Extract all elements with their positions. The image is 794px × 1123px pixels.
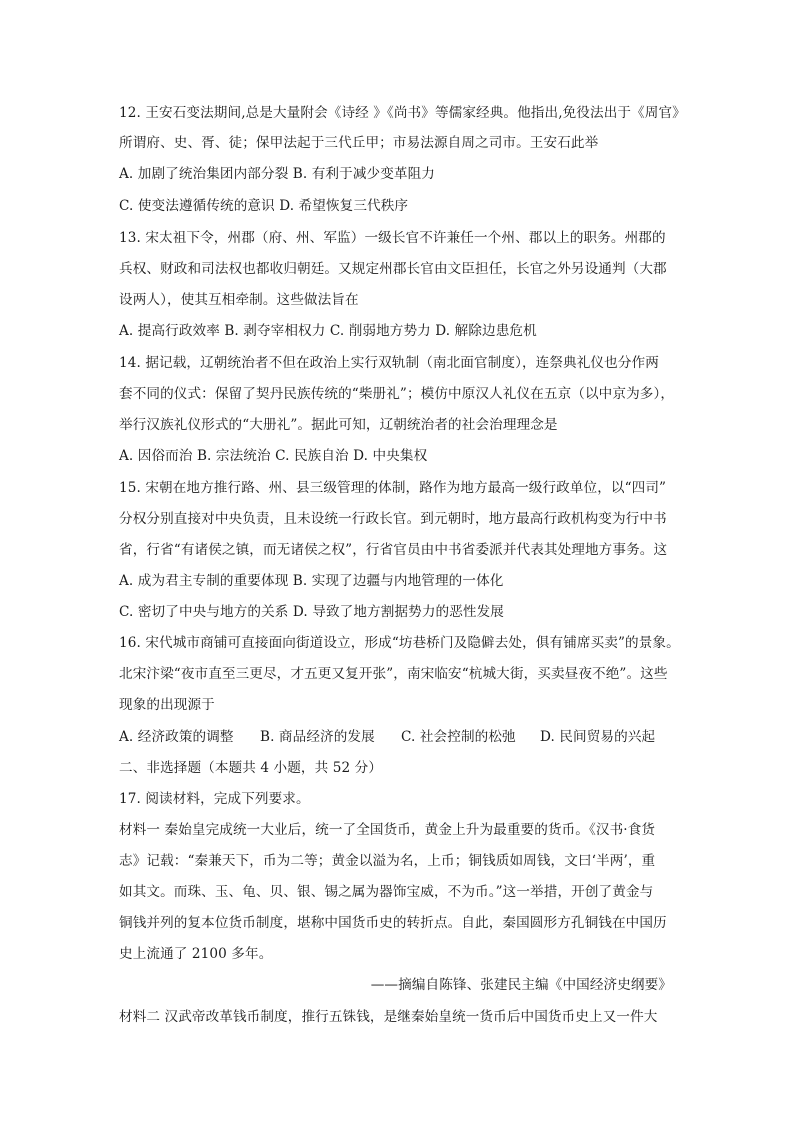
- q15-stem-line-2: 分权分别直接对中央负责，且未设统一行政长官。到元朝时，地方最高行政机构变为行中书: [119, 511, 667, 527]
- q16-option-b: B. 商品经济的发展: [260, 729, 375, 745]
- q17-intro: 17. 阅读材料，完成下列要求。: [119, 791, 310, 807]
- q17-material-1-line-1: 材料一 秦始皇完成统一大业后，统一了全国货币，黄金上升为最重要的货币。《汉书·食货: [119, 822, 656, 838]
- q16-option-a: A. 经济政策的调整: [119, 729, 234, 745]
- q13-stem-line-2: 兵权、财政和司法权也都收归朝廷。又规定州郡长官由文臣担任，长官之外另设通判（大郡: [119, 261, 667, 277]
- q16-option-d: D. 民间贸易的兴起: [540, 729, 656, 745]
- q15-options-row-2: C. 密切了中央与地方的关系 D. 导致了地方割据势力的恶性发展: [119, 604, 504, 620]
- q15-stem-line-1: 15. 宋朝在地方推行路、州、县三级管理的体制，路作为地方最高一级行政单位，以“四司”: [119, 480, 667, 496]
- q17-material-2-line-1: 材料二 汉武帝改革钱币制度，推行五铢钱，是继秦始皇统一货币后中国货币史上又一件大: [119, 1009, 658, 1025]
- q16-option-c: C. 社会控制的松弛: [401, 729, 516, 745]
- q17-material-1-line-3: 如其文。而珠、玉、龟、贝、银、锡之属为器饰宝威，不为币。”这一举措，开创了黄金与: [119, 884, 654, 900]
- q17-material-1-line-4: 铜钱并列的复本位货币制度，堪称中国货币史的转折点。自此，秦国圆形方孔铜钱在中国历: [119, 915, 667, 931]
- q16-stem-line-2: 北宋汴梁“夜市直至三更尽，才五更又复开张”，南宋临安“杭城大街，买卖昼夜不绝”。这些: [119, 666, 668, 682]
- q13-stem-line-1: 13. 宋太祖下令，州郡（府、州、军监）一级长官不许兼任一个州、郡以上的职务。州郡的: [119, 230, 666, 246]
- q17-material-1-line-2: 志》记载：“秦兼天下，币为二等；黄金以溢为名，上币；铜钱质如周钱，文曰‘半两’，重: [119, 853, 656, 869]
- q17-material-1-source: ——摘编自陈锋、张建民主编《中国经济史纲要》: [370, 977, 672, 993]
- q15-options-row-1: A. 成为君主专制的重要体现 B. 实现了边疆与内地管理的一体化: [119, 573, 504, 589]
- q14-stem-line-1: 14. 据记载，辽朝统治者不但在政治上实行双轨制（南北面官制度），连祭典礼仪也分作两: [119, 355, 659, 371]
- q12-stem-line-2: 所谓府、史、胥、徒；保甲法起于三代丘甲；市易法源自周之司市。王安石此举: [119, 135, 599, 151]
- q14-stem-line-3: 举行汉族礼仪形式的“大册礼”。据此可知，辽朝统治者的社会治理理念是: [119, 417, 558, 433]
- q16-stem-line-1: 16. 宋代城市商铺可直接面向街道设立，形成“坊巷桥门及隐僻去处，俱有铺席买卖”的景象。: [119, 635, 680, 651]
- q16-stem-line-3: 现象的出现源于: [119, 697, 215, 713]
- q12-options-row-1: A. 加剧了统治集团内部分裂 B. 有利于减少变革阻力: [119, 166, 435, 182]
- q12-stem-line-1: 12. 王安石变法期间,总是大量附会《诗经 》《尚书》等儒家经典。他指出,免役法出于《周官》: [119, 105, 686, 121]
- q14-stem-line-2: 套不同的仪式：保留了契丹民族传统的“柴册礼”；模仿中原汉人礼仪在五京（以中京为多），: [119, 386, 675, 402]
- q13-options: A. 提高行政效率 B. 剥夺宰相权力 C. 削弱地方势力 D. 解除边患危机: [119, 323, 537, 339]
- q16-options: [119, 728, 655, 746]
- section-2-heading: 二、非选择题（本题共 4 小题，共 52 分）: [119, 760, 383, 776]
- q15-stem-line-3: 省，行省“有诸侯之镇，而无诸侯之权”，行省官员由中书省委派并代表其处理地方事务。这: [119, 542, 668, 558]
- q12-options-row-2: C. 使变法遵循传统的意识 D. 希望恢复三代秩序: [119, 198, 409, 214]
- q17-material-1-line-5: 史上流通了 2100 多年。: [119, 946, 273, 962]
- q14-options: A. 因俗而治 B. 宗法统治 C. 民族自治 D. 中央集权: [119, 448, 428, 464]
- q13-stem-line-3: 设两人），使其互相牵制。这些做法旨在: [119, 292, 359, 308]
